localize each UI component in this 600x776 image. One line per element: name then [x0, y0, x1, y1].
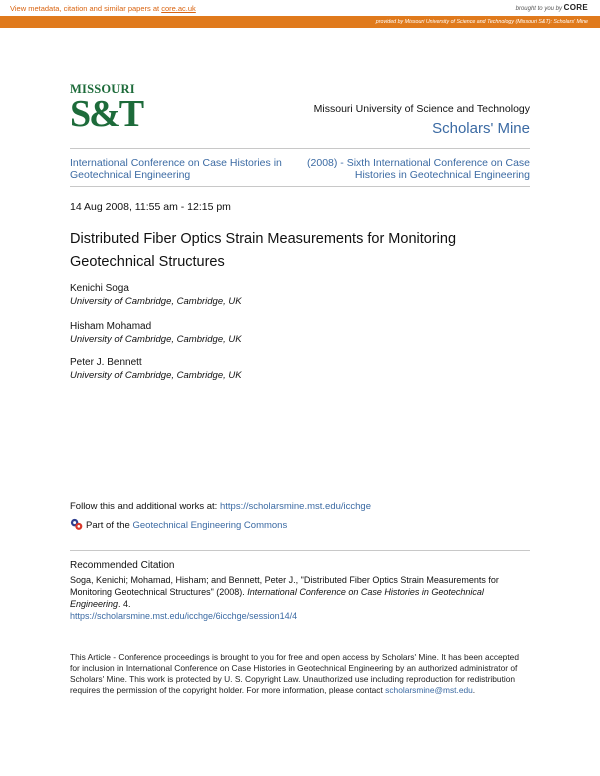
header-divider: [70, 148, 530, 149]
session-datetime: 14 Aug 2008, 11:55 am - 12:15 pm: [70, 201, 231, 213]
paper-title: Distributed Fiber Optics Strain Measurements for Monitoring Geotechnical Structures: [70, 231, 457, 270]
core-logo: CORE: [563, 3, 588, 12]
part-of-line: Part of the Geotechnical Engineering Commons: [70, 518, 287, 531]
author-affiliation: University of Cambridge, Cambridge, UK: [70, 334, 242, 345]
author-block: [70, 356, 242, 382]
citation-divider: [70, 550, 530, 551]
repository-name[interactable]: Scholars' Mine: [432, 120, 530, 137]
notice-text: This Article - Conference proceedings is brought to you for free and open access by Scholars' Mine. It has been accepted for inclusion in International Conference on Case Histories in Geotechnical Engineering by an authorized administrator of Scholars' Mine. This work is protected by U. S. Copyright Law. Unauthorized use including reproduction for redistribution requires the permission of the copyright holder. For more information, please contact: [70, 652, 519, 695]
follow-link[interactable]: https://scholarsmine.mst.edu/icchge: [219, 501, 371, 512]
author-block: [70, 320, 242, 346]
core-banner: [0, 0, 600, 16]
commons-link[interactable]: Geotechnical Engineering Commons: [132, 520, 288, 531]
provider-text: provided by Missouri University of Science and Technology (Missouri S&T): Scholars' Mine: [375, 19, 588, 25]
mst-logo[interactable]: [70, 82, 143, 138]
author-block: [70, 282, 242, 308]
breadcrumb-divider: [70, 186, 530, 187]
author-name: Peter J. Bennett: [70, 357, 142, 368]
core-link[interactable]: core.ac.uk: [161, 4, 196, 13]
author-affiliation: University of Cambridge, Cambridge, UK: [70, 296, 242, 307]
author-affiliation: University of Cambridge, Cambridge, UK: [70, 370, 242, 381]
logo-st-mark: S&T: [70, 93, 143, 135]
citation-number: . 4.: [118, 599, 131, 609]
access-notice: This Article - Conference proceedings is brought to you for free and open access by Scholars' Mine. It has been accepted for inclusion in International Conference on Case Histories in Geotechnical Engineering by an authorized administrator of Scholars' Mine. This work is protected by U. S. Copyright Law. Unauthorized use including reproduction for redistribution requires the permission of the copyright holder. For more information, please contact scholarsmine@mst.edu.: [70, 652, 519, 695]
citation-url[interactable]: https://scholarsmine.mst.edu/icchge/6icchge/session14/4: [70, 611, 298, 621]
author-name: Kenichi Soga: [70, 283, 129, 294]
breadcrumb-edition[interactable]: (2008) - Sixth International Conference on Case Histories in Geotechnical Engineering: [307, 157, 530, 181]
core-metadata-text: View metadata, citation and similar papers at core.ac.uk: [10, 4, 196, 13]
institution-name: Missouri University of Science and Technology: [313, 103, 530, 115]
author-name: Hisham Mohamad: [70, 321, 152, 332]
logo-missouri-word: MISSOURI: [70, 82, 135, 96]
contact-email-link[interactable]: scholarsmine@mst.edu: [385, 685, 473, 695]
provider-bar: [0, 16, 600, 28]
follow-line: Follow this and additional works at: https://scholarsmine.mst.edu/icchge: [70, 501, 371, 512]
breadcrumb-conference[interactable]: International Conference on Case Histories in Geotechnical Engineering: [70, 157, 282, 181]
network-icon: [70, 518, 83, 531]
citation-heading: Recommended Citation: [70, 560, 175, 571]
citation-text: Soga, Kenichi; Mohamad, Hisham; and Bennett, Peter J., "Distributed Fiber Optics Strain Measurements for Monitoring Geotechnical Structures" (2008).: [70, 575, 499, 597]
citation-body: [70, 574, 530, 622]
core-brand[interactable]: brought to you by CORE: [515, 3, 588, 12]
citation-venue: International Conference on Case Histories in Geotechnical Engineering: [70, 587, 484, 609]
